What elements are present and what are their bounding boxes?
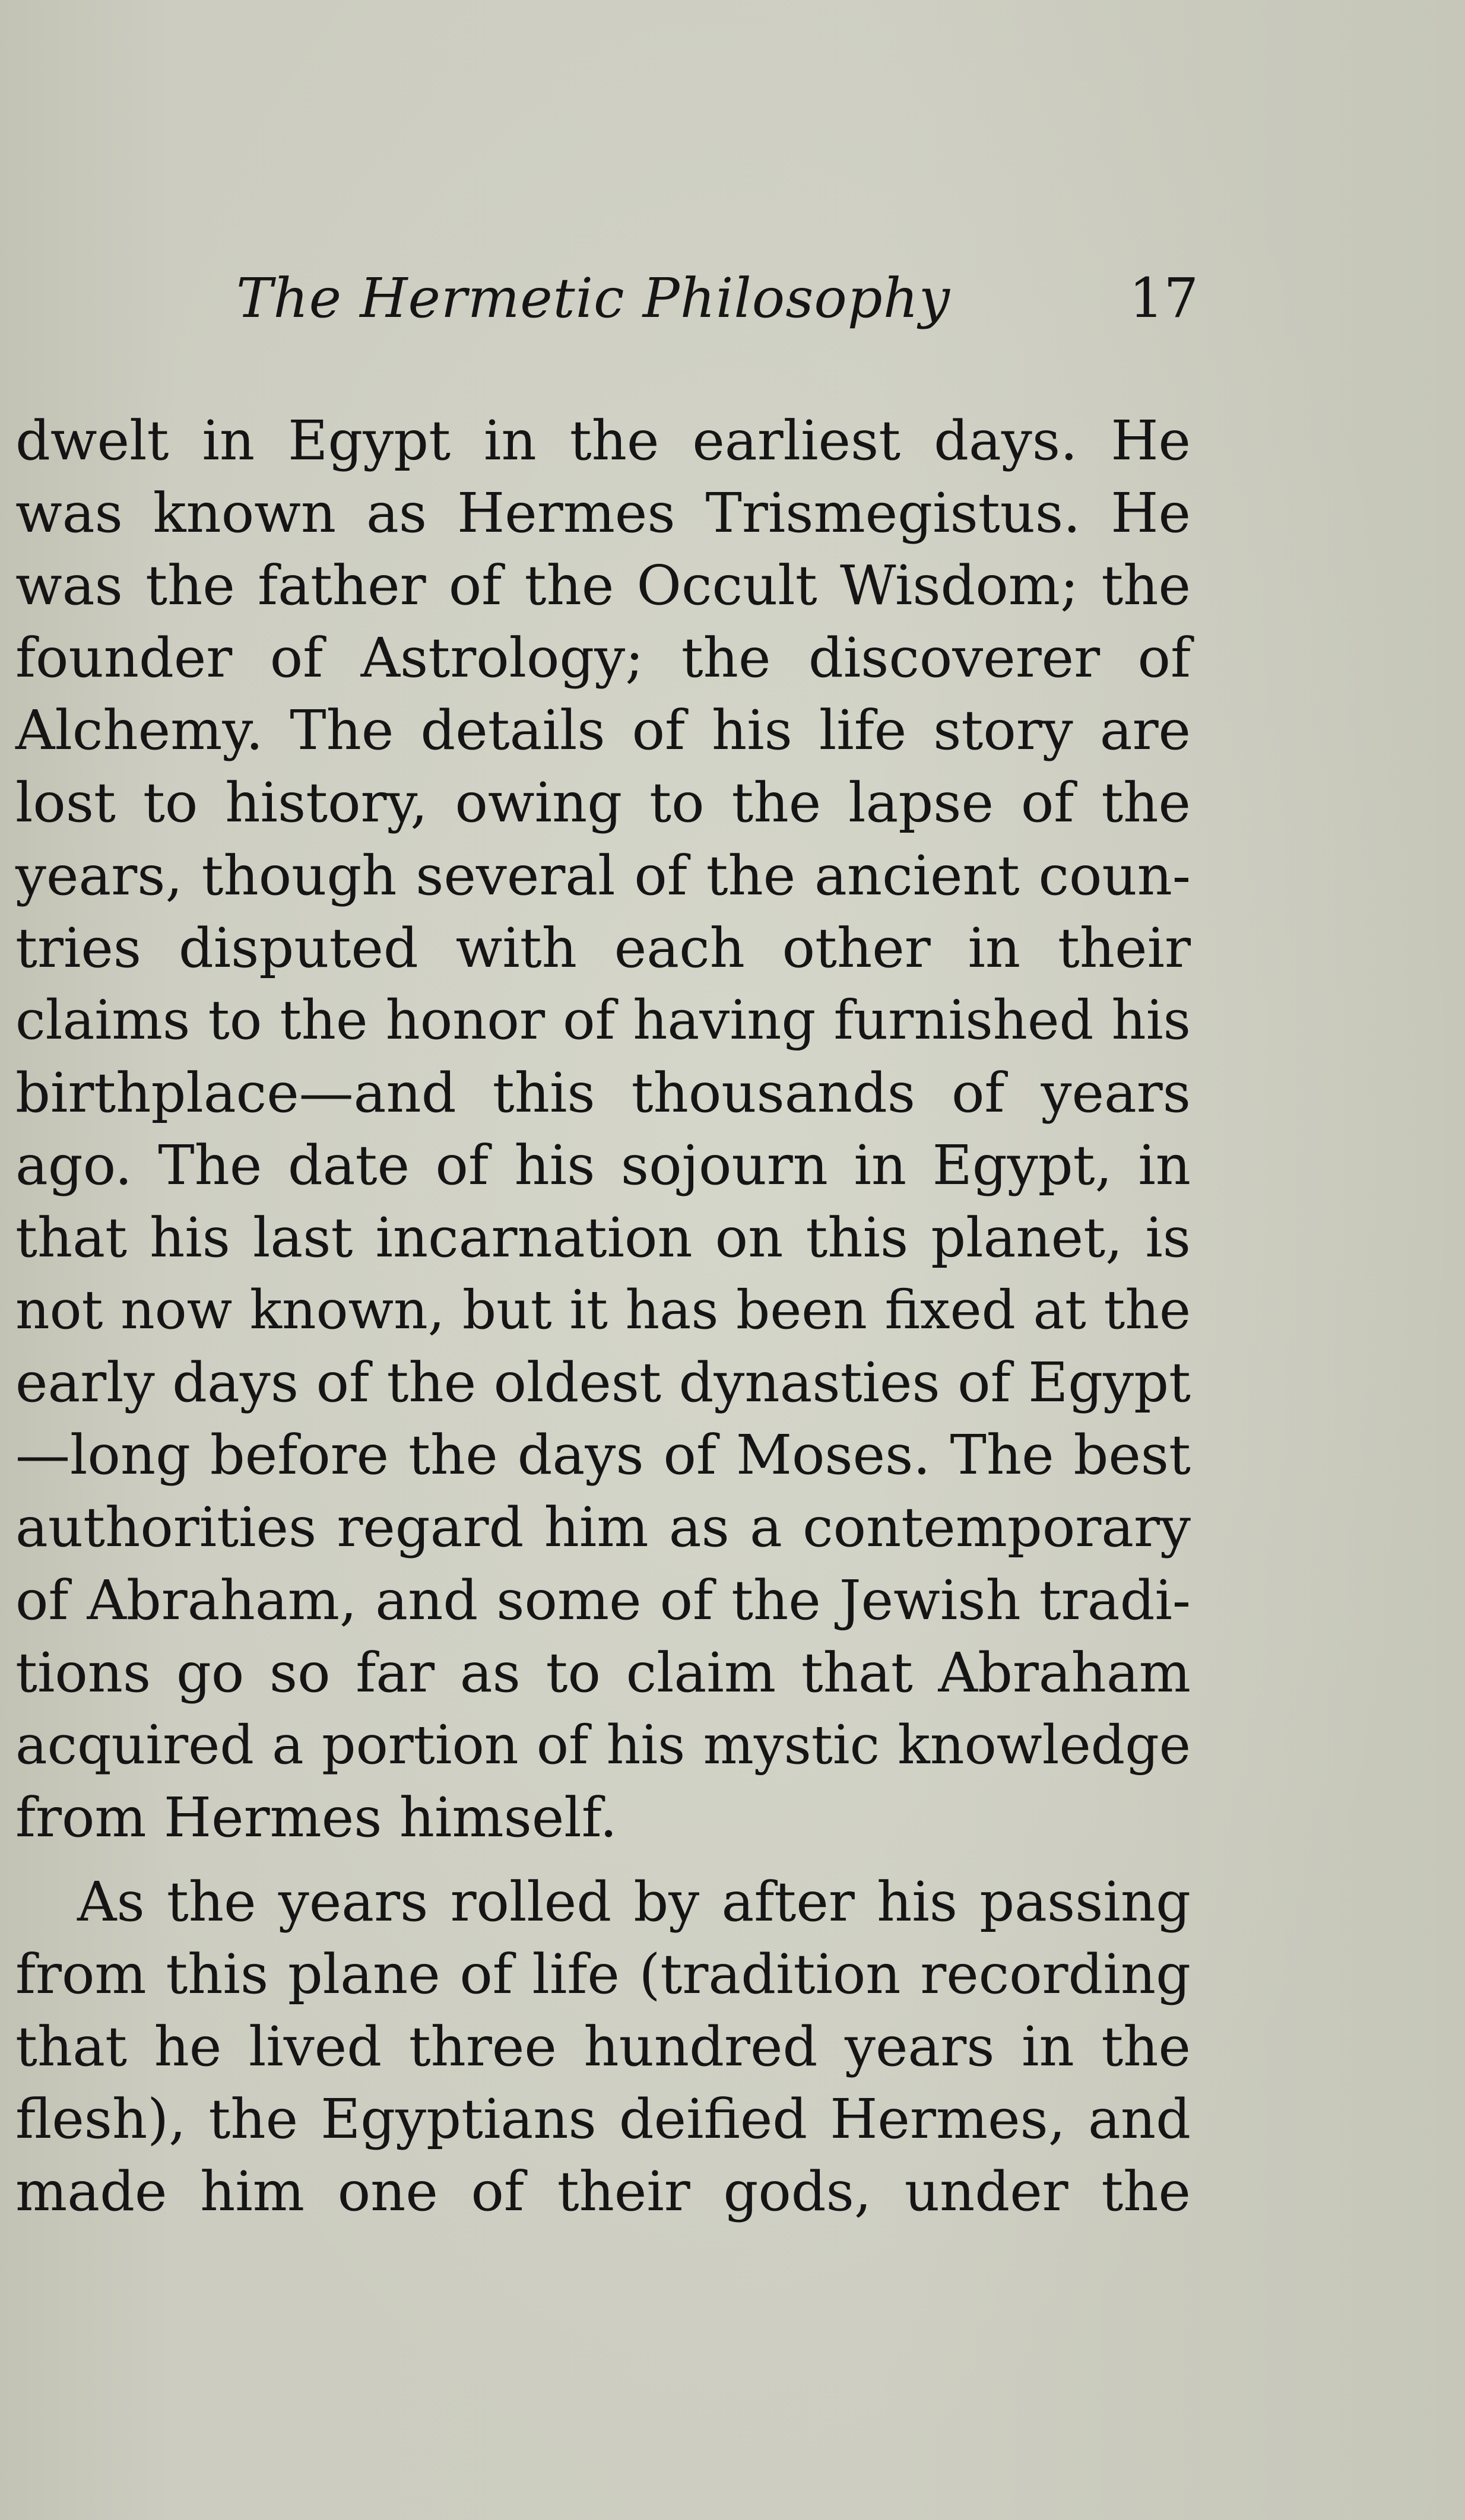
text-line: acquired a portion of his mystic knowledge (15, 1714, 1191, 1776)
text-line: early days of the oldest dynasties of Egypt (15, 1351, 1191, 1415)
text-line: tries disputed with each other in their (15, 916, 1191, 980)
text-line: from Hermes himself. (15, 1785, 617, 1849)
text-line: not now known, but it has been fixed at the (15, 1280, 1191, 1342)
running-title: The Hermetic Philosophy (236, 266, 950, 330)
paragraph-1 (15, 405, 1191, 1854)
text-line: ago. The date of his sojourn in Egypt, in (15, 1133, 1191, 1197)
text-line: flesh), the Egyptians deified Hermes, and (15, 2087, 1191, 2151)
text-line: was known as Hermes Trismegistus. He (15, 481, 1191, 545)
text-line: was the father of the Occult Wisdom; the (15, 554, 1191, 618)
text-line: years, though several of the ancient coun- (15, 843, 1191, 907)
text-line: As the years rolled by after his passing (77, 1870, 1191, 1934)
text-line: dwelt in Egypt in the earliest days. He (15, 409, 1191, 472)
body-text (15, 405, 1191, 2228)
paragraph-2 (15, 1866, 1191, 2228)
text-line: founder of Astrology; the discoverer of (15, 626, 1191, 690)
text-line: tions go so far as to claim that Abraham (15, 1640, 1191, 1705)
text-line: made him one of their gods, under the (15, 2160, 1191, 2224)
text-line: of Abraham, and some of the Jewish tradi- (15, 1568, 1191, 1632)
text-line: Alchemy. The details of his life story are (15, 699, 1191, 763)
text-line: lost to history, owing to the lapse of the (15, 771, 1191, 835)
page-number: 17 (1129, 266, 1199, 330)
text-line: authorities regard him as a contemporary (15, 1496, 1191, 1560)
page-header (0, 266, 1465, 331)
text-line: birthplace—and this thousands of years (15, 1061, 1191, 1125)
text-line: —long before the days of Moses. The best (15, 1423, 1191, 1487)
text-line: claims to the honor of having furnished his (15, 989, 1191, 1052)
text-line: that his last incarnation on this planet, is (15, 1206, 1191, 1270)
text-line: from this plane of life (tradition recording (15, 1942, 1191, 2006)
text-line: that he lived three hundred years in the (15, 2015, 1191, 2079)
